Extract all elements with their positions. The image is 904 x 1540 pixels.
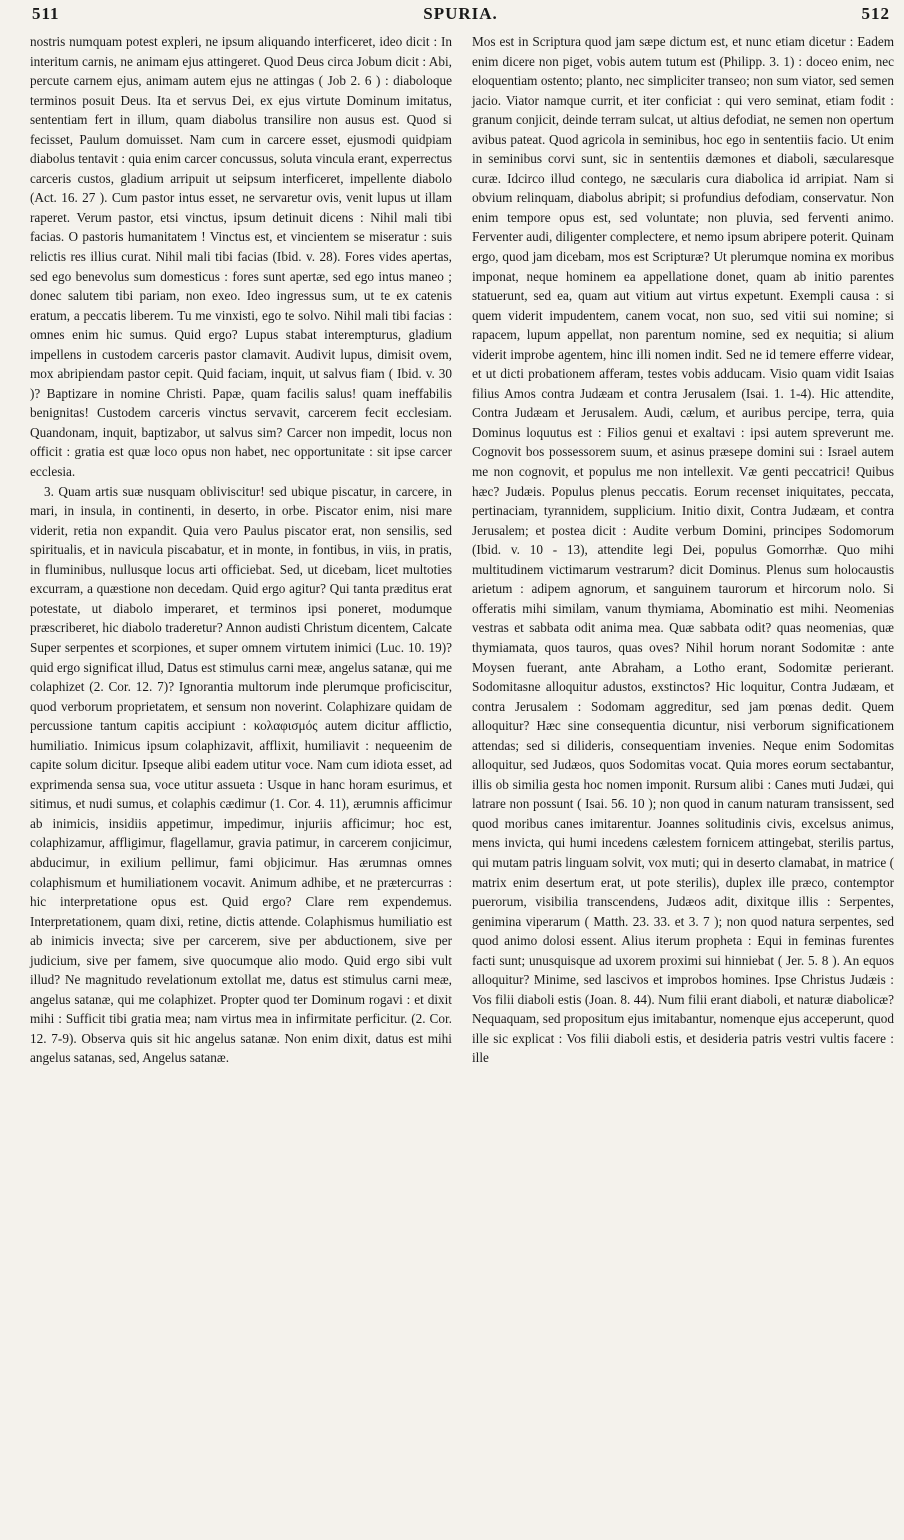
running-header: [30, 4, 894, 28]
paragraph: Mos est in Scriptura quod jam sæpe dictum est, et nunc etiam dicetur : Eadem enim dicere non piget, vobis autem tutum est (Philipp. 3. 1) : doceo enim, nec eloquentiam ostento; planto, nec simpliciter transeo; non sum viator, sed semen jacio. Viator namque currit, et iter conficiat : qui vero seminat, etiam fodit : granum conjicit, deinde terram sulcat, ut altius defodiat, ne semen non opertum avibus pateat. Quod agricola in seminibus, hoc ego in sententiis facio. Ut enim in seminibus corvi sunt, sic in sententiis dæmones et diaboli, sæcularesque curæ. Idcirco illud contego, ne sæcularis cura diabolica id arripiat. Nam si obvium relinquam, diabolus abripit; si profundius defodiam, conservatur. Non enim tempore opus est, sed voluntate; non pluvia, sed ferventi animo. Ferventer audi, diligenter complectere, et nemo ipsum abripere poterit. Quinam ergo, quod jam dicebam, mos est Scripturæ? Ut plerumque nomina ex moribus imponat, neque hominem ea appellatione donet, quam ab initio parentes statuerunt, sed ea, quam aut vitium aut virtus expetunt. Exempli causa : si quem viderit impudentem, canem vocat, non suo, sed vitii sui nomine; si rapacem, lupum appellat, non parentum nomine, sed ex nequitia; si alium viderit improbe agentem, hinc illi nomen indit. Sed ne id temere efferre videar, et ut dicti probationem afferam, testes vobis adducam. Visio quam vidit Isaias filius Amos contra Judæam et contra Jerusalem (Isai. 1. 1-4). Hic attendite, Contra Judæam et Jerusalem. Audi, cælum, et auribus percipe, terra, quia Dominus loquutus est : Filios genui et exaltavi : ipsi autem spreverunt me. Cognovit bos possessorem suum, et asinus præsepe domini sui : Israel autem me non cognovit, et populus me non intellexit. Væ genti peccatrici! Quibus hæc? Judæis. Populus plenus peccatis. Eorum recenset iniquitates, peccata, pertinaciam, tyrannidem, supplicium. Initio dixit, Contra Judæam, et contra Jerusalem; et postea dicit : Audite verbum Domini, principes Sodomorum (Ibid. v. 10 - 13), attendite legi Dei, populus Gomorrhæ. Quo mihi multitudinem victimarum vestrarum? dicit Dominus. Plenus sum holocaustis arietum : adipem agnorum, et sanguinem taurorum et hircorum nolo. Si offeratis mihi similam, vanum thymiama, Abominatio est mihi. Neomenias vestras et sabbata odit anima mea. Quæ sabbata odit? quas neomenias, quæ thymiamata, quos tauros, quas oves? Nihil horum norant Sodomitæ : ante Moysen fuerant, ante Abraham, a Lotho erant, Sodomitæ perierant. Sodomitasne alloquitur adustos, exstinctos? Hic loquitur, Contra Judæam, et contra Jerusalem : Sodomam aggreditur, sed jam pœnas dedit. Quem alloquitur? Hæc sine consequentia dicuntur, nisi verborum significationem attendas; sed si dilideris, consequentiam invenies. Neque enim Sodomitas alloquitur, sed Judæos, quos Sodomitas vocat. Quia mores eorum sectabantur, illis ob similia gesta hoc nomen imponit. Rursum alibi : Canes muti Judæi, qui latrare non possunt ( Isai. 56. 10 ); non quod in canum naturam transissent, sed quod moribus canes imitarentur. Joannes solitudinis civis, excelsus animus, mens invicta, qui humi incedens cælestem fornicem attingebat, sterilis partus, qui mutam patris linguam solvit, vox muti; qui in deserto clamabat, in matrice ( matrix enim desertum erat, ut pote sterilis), duplex ille præco, contemptor puerorum, visibilia transcendens, Judæos adit, dixitque illis : Serpentes, genimina viperarum ( Matth. 23. 33. et 3. 7 ); non quod natura serpentes, sed quod animo dolosi essent. Alius iterum propheta : Equi in feminas furentes facti sunt; unusquisque ad uxorem proximi sui hinniebat ( Jer. 5. 8 ). An equos alloquitur? Minime, sed lascivos et improbos homines. Ipse Christus Judæis : Vos filii diaboli estis (Joan. 8. 44). Num filii erant diaboli, et naturæ diabolicæ? Nequaquam, sed propositum ejus imitabantur, nomenque ejus acceperunt, quod ille sic explicat : Vos filii diaboli estis, et desideria patris vestri vultis facere : ille: [472, 34, 894, 1066]
left-column: [30, 32, 452, 1068]
right-column: [472, 32, 894, 1068]
paragraph: 3. Quam artis suæ nusquam obliviscitur! sed ubique piscatur, in carcere, in mari, in insula, in continenti, in deserto, in orbe. Piscator enim, nisi mare viderit, retia non expandit. Quia vero Paulus piscator erat, non sensilis, sed spiritualis, et in navicula piscabatur, et in monte, in fontibus, in viis, in pratis, in fluminibus, nullusque locus arti officiebat. Sed, ut dicebam, licet multoties excurram, a quæstione non decedam. Quid ergo agitur? Qui tanta præditus erat potestate, ut diabolo imperaret, et terminos ipsi poneret, modumque præscriberet, hic diabolo traderetur? Annon audisti Christum dicentem, Calcate Super serpentes et scorpiones, et super omnem virtutem inimici (Luc. 10. 19)? quid ergo significat illud, Datus est stimulus carni meæ, angelus satanæ, qui me colaphizet (2. Cor. 12. 7)? Ignorantia multorum inde plerumque proficiscitur, quod verborum proprietatem, et sensum non noverint. Colaphizare quidam de percussione tantum capitis accipiunt : κολαφισμός autem dicitur afflictio, humiliatio. Inimicus ipsum colaphizavit, afflixit, humiliavit : nequeenim de capite solum dicitur. Ipseque alibi eadem utitur voce. Nam cum idiota esset, ad exprimenda sensa sua, voce utitur assueta : Usque in hanc horam esurimus, et sitimus, et nudi sumus, et colaphis cædimur (1. Cor. 4. 11), ærumnis afficimur ab inimicis, insidiis appetimur, impedimur, injuriis afficimur; hoc est, colaphizamur, affligimur, flagellamur, gravia patimur, in carcerem conjicimur, abducimur, in exilium pellimur, fami objicimur. Has ærumnas omnes colaphismum et humiliationem vocavit. Animum adhibe, et ne prætercurras : hic interpretatione opus est. Quid ergo? Clare rem expendemus. Interpretationem, quam dixi, retine, dictis attende. Colaphismus humiliatio est ab inimicis invecta; sive per carcerem, sive per abductionem, sive per judicium, sive per famem, sive quocumque alio modo. Quid ergo sibi vult illud? Ne magnitudo revelationum extollat me, datus est stimulus carni meæ, angelus satanæ, qui me colaphizet. Propter quod ter Dominum rogavi : et dixit mihi : Sufficit tibi gratia mea; nam virtus mea in infirmitate perficitur. (2. Cor. 12. 7-9). Observa quis sit hic angelus satanæ. Non enim dixit, datus est mihi angelus satanas, sed, Angelus satanæ.: [30, 483, 452, 1066]
page-number-right: 512: [861, 4, 890, 23]
running-title: SPURIA.: [423, 4, 498, 23]
text-columns: [30, 32, 894, 1068]
page-number-left: 511: [32, 4, 60, 23]
paragraph: nostris numquam potest expleri, ne ipsum aliquando interficeret, ideo dicit : In interitum carnis, ne animam ejus attingeret. Quod Deus circa Jobum dicit : Abi, percute carnem ejus, animam autem ejus ne attingas ( Job 2. 6 ) : diaboloque terminos posuit Deus. Ita et servus Dei, ex ejus virtute Dominum imitatus, sententiam fert in illum, quam diabolus transilire non ausus est. Quod si fecisset, Paulum domuisset. Nam cum in carcere esset, ejusmodi quidpiam diabolus tentavit : quia enim carcer concussus, soluta vincula erant, experrectus carceris custos, gladium arripuit ut seipsum interficeret, impellente diabolo (Act. 16. 27 ). Cum pastor intus esset, ne servaretur ovis, venit lupus ut illam raperet. Verum pastor, etsi vinctus, ipsum detinuit dicens : Nihil mali tibi facias. O pastoris humanitatem ! Vinctus est, et vincientem se miseratur : suis relictis res illius curat. Nihil mali tibi facias (Ibid. v. 28). Fores vides apertas, sed ego benevolus sum domesticus : fores sunt apertæ, sed ego intus maneo ; donec salutem tibi pariam, non exeo. Ideo ingressus sum, ut te ex catenis eratum, a peccatis liberem. Tu me vinxisti, ego te solvo. Nihil mali tibi facias : omnes enim hic sumus. Quid ergo? Lupus stabat interempturus, gladium impellens in custodem carceris pastor clamavit. Audivit lupus, dimisit ovem, mox abripiendam pastor cepit. Quid faciam, inquit, ut salvus fiam ( Ibid. v. 30 )? Baptizare in nomine Christi. Papæ, quam facilis salus! quam ineffabilis benignitas! Custodem carceris vinctus servavit, carcerem fecit ecclesiam. Quandonam, inquit, baptizabor, ut salvus sim? Carcer non impedit, locus non officit : gratia est quæ loco opus non habet, nec opportunitate : sit ipse carcer ecclesia.: [30, 34, 452, 480]
